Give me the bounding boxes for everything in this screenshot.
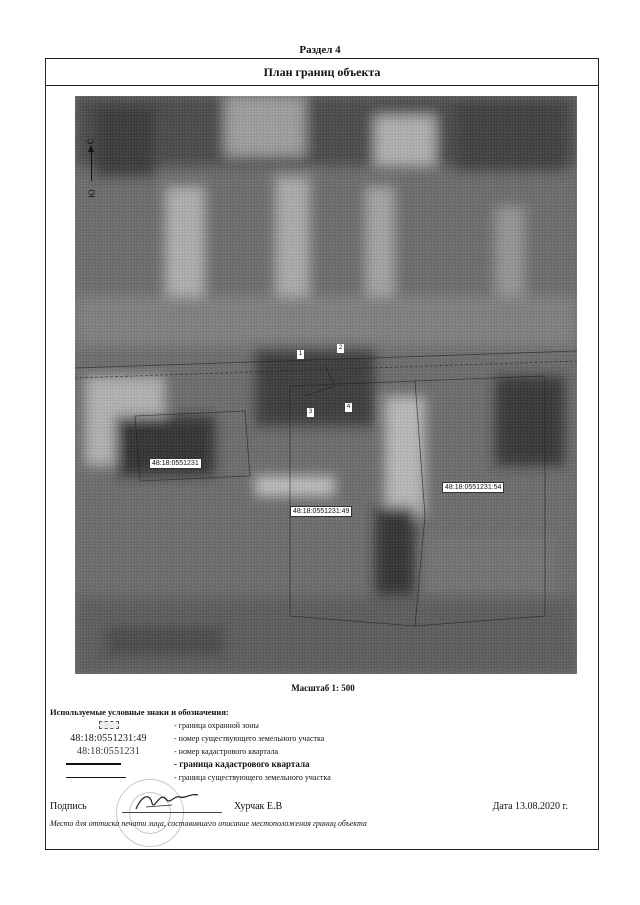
point-label: 4 (346, 404, 351, 410)
point-label: 1 (298, 351, 303, 357)
arrow-shaft (91, 149, 92, 181)
signature-row (50, 801, 596, 815)
south-label: Ю (87, 189, 97, 198)
aerial-photo (75, 96, 577, 674)
legend-description: - граница охранной зоны (174, 720, 259, 730)
legend-item (46, 745, 600, 757)
legend-description: - граница существующего земельного участка (174, 772, 331, 782)
point-label: 2 (338, 345, 343, 351)
legend-item (46, 732, 600, 744)
parcel-label: 48:18:0551231:54 (442, 482, 504, 493)
quarter-number-symbol: 48:18:0551231 (76, 745, 141, 757)
aerial-map (75, 96, 577, 674)
parcel-boundary-symbol (66, 777, 126, 778)
signature-label: Подпись (50, 801, 87, 812)
point-label: 3 (308, 409, 313, 415)
legend-description: - номер кадастрового квартала (174, 746, 279, 756)
legend-title: Используемые условные знаки и обозначения: (50, 707, 229, 717)
map-scale: Масштаб 1: 500 (291, 683, 355, 693)
plan-frame (45, 58, 599, 850)
parcel-label: 48:18:0551231:49 (290, 506, 352, 517)
north-label: С (86, 138, 96, 145)
signer-name: Хурчак Е.В (234, 801, 283, 812)
plan-title: План границ объекта (46, 59, 598, 86)
signature-date: Дата 13.08.2020 г. (492, 801, 568, 812)
legend-description: - номер существующего земельного участка (174, 733, 325, 743)
legend-item (46, 771, 600, 783)
section-title: Раздел 4 (299, 44, 341, 56)
signature-line (122, 812, 222, 813)
seal-place-note: Место для оттиска печати лица, составившего описание местоположения границ объекта (50, 819, 367, 828)
parcel-number-symbol: 48:18:0551231:49 (70, 732, 147, 744)
north-arrow (85, 137, 107, 267)
protection-zone-symbol (99, 721, 119, 729)
quarter-label: 48:18:0551231 (149, 458, 202, 469)
legend-description: - граница кадастрового квартала (174, 759, 310, 769)
legend-item (46, 758, 600, 770)
quarter-boundary-symbol (66, 763, 121, 765)
legend-item (46, 719, 600, 731)
